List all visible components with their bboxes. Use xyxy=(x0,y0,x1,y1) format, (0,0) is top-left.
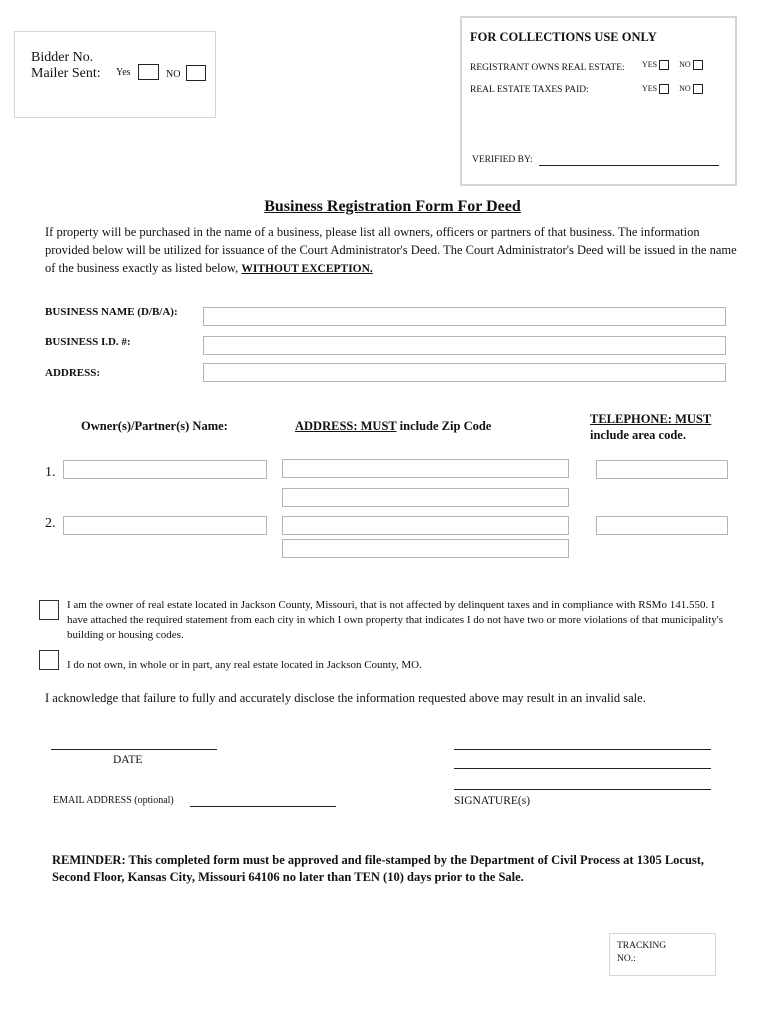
owner-phone-header-must: TELEPHONE: MUST xyxy=(590,412,712,426)
owner-phone-header-rest: include area code. xyxy=(590,428,686,442)
collections-box xyxy=(460,16,737,186)
owner-certification-checkbox[interactable] xyxy=(39,600,59,620)
business-name-label: BUSINESS NAME (D/B/A): xyxy=(45,306,178,318)
owner-row-2-number: 2. xyxy=(45,516,56,531)
signature-line-3[interactable] xyxy=(454,789,711,790)
intro-emphasis: WITHOUT EXCEPTION. xyxy=(241,263,373,275)
non-owner-certification-checkbox[interactable] xyxy=(39,650,59,670)
taxes-yes-checkbox[interactable] xyxy=(659,84,669,94)
tracking-box xyxy=(609,933,716,976)
owns-label: REGISTRANT OWNS REAL ESTATE: xyxy=(470,63,625,73)
signature-line-2[interactable] xyxy=(454,768,711,769)
business-id-label: BUSINESS I.D. #: xyxy=(45,336,131,348)
owner-1-address-input-2[interactable] xyxy=(282,488,569,507)
taxes-yes-label: YES xyxy=(642,84,658,93)
taxes-no-label: NO xyxy=(679,84,691,93)
owner-address-header-rest: include Zip Code xyxy=(396,419,492,433)
owns-options xyxy=(642,60,703,70)
taxes-options xyxy=(642,84,703,94)
signature-line-1[interactable] xyxy=(454,749,711,750)
acknowledgement-text: I acknowledge that failure to fully and accurately disclose the information requested above may result in an invalid sale. xyxy=(45,691,646,705)
owner-1-name-input[interactable] xyxy=(63,460,267,479)
page-title: Business Registration Form For Deed xyxy=(264,198,521,215)
email-label: EMAIL ADDRESS (optional) xyxy=(53,795,174,806)
owns-yes-checkbox[interactable] xyxy=(659,60,669,70)
date-label: DATE xyxy=(113,754,143,766)
non-owner-certification-text: I do not own, in whole or in part, any real estate located in Jackson County, MO. xyxy=(67,659,422,671)
owner-1-address-input-1[interactable] xyxy=(282,459,569,478)
reminder-text: REMINDER: This completed form must be approved and file-stamped by the Department of Civil Process at 1305 Locust, Second Floor, Kansas City, Missouri 64106 no later than TEN (10) days prior to the Sale. xyxy=(52,853,705,884)
owner-1-phone-input[interactable] xyxy=(596,460,728,479)
taxes-label: REAL ESTATE TAXES PAID: xyxy=(470,85,589,95)
owner-address-header-must: ADDRESS: MUST xyxy=(295,419,397,433)
owner-2-name-input[interactable] xyxy=(63,516,267,535)
owner-address-header xyxy=(295,419,491,434)
owner-certification-text: I am the owner of real estate located in Jackson County, Missouri, that is not affected by delinquent taxes and in compliance with RSMo 141.550. I have attached the required statement from each city in which I own property that indicates I do not have two or more violations of that municipality's building or housing codes. xyxy=(67,599,723,641)
owner-phone-header xyxy=(590,411,711,443)
date-line[interactable] xyxy=(51,749,217,750)
email-line[interactable] xyxy=(190,806,336,807)
tracking-label: TRACKING NO.: xyxy=(617,941,667,964)
intro-paragraph xyxy=(45,223,745,278)
mailer-yes-checkbox[interactable] xyxy=(138,64,159,80)
taxes-no-checkbox[interactable] xyxy=(693,84,703,94)
mailer-yes-label: Yes xyxy=(116,67,131,78)
business-id-input[interactable] xyxy=(203,336,726,355)
owner-2-address-input-2[interactable] xyxy=(282,539,569,558)
business-name-input[interactable] xyxy=(203,307,726,326)
owns-no-checkbox[interactable] xyxy=(693,60,703,70)
signature-label: SIGNATURE(s) xyxy=(454,795,531,807)
verified-by-label: VERIFIED BY: xyxy=(472,155,533,165)
verified-by-line[interactable] xyxy=(539,165,719,166)
owner-2-address-input-1[interactable] xyxy=(282,516,569,535)
collections-title: FOR COLLECTIONS USE ONLY xyxy=(470,30,657,44)
owns-no-label: NO xyxy=(679,60,691,69)
mailer-sent-label: Mailer Sent: xyxy=(31,66,101,81)
mailer-no-checkbox[interactable] xyxy=(186,65,206,81)
business-address-label: ADDRESS: xyxy=(45,367,101,379)
owner-row-1-number: 1. xyxy=(45,465,56,480)
owner-name-header: Owner(s)/Partner(s) Name: xyxy=(81,419,228,433)
owner-2-phone-input[interactable] xyxy=(596,516,728,535)
bidder-no-label: Bidder No. xyxy=(31,50,94,65)
owns-yes-label: YES xyxy=(642,60,658,69)
mailer-no-label: NO xyxy=(166,69,181,80)
business-address-input[interactable] xyxy=(203,363,726,382)
intro-text: If property will be purchased in the name of a business, please list all owners, officers or partners of that business. The information provided below will be utilized for issuance of the Court Administrator's Deed. The Court Administrator's Deed will be issued in the name of the business exactly as listed below, xyxy=(45,225,737,275)
bidder-box xyxy=(14,31,216,118)
